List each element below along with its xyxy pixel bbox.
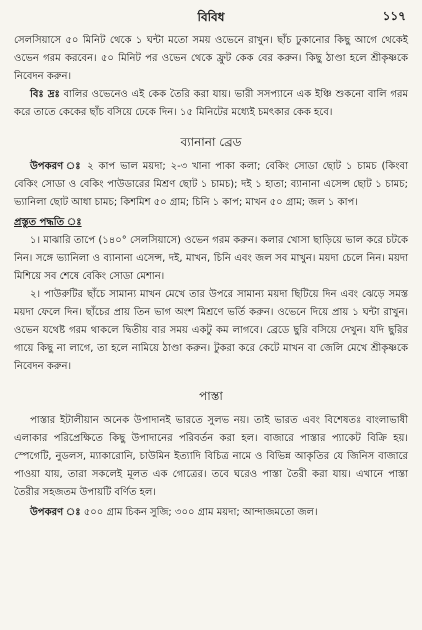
note-label: বিঃ দ্রঃ <box>30 89 60 100</box>
method-label-row <box>14 214 408 232</box>
pasta-title: পাস্তা <box>199 389 223 403</box>
note-text: বালির ওভেনেও এই কেক তৈরি করা যায়। ভারী সসপ্যানে এক ইঞ্চি শুকনো বালি গরম করে তাতে কেকের ছাঁচ বসিয়ে ঢেকে দিন। ১৫ মিনিটের মধ্যেই চমৎকার কেক হবে। <box>14 89 408 118</box>
fruit-cake-ending-paragraph: সেলসিয়াসে ৫০ মিনিট থেকে ১ ঘন্টা মতো সময় ওভেনে রাখুন। ছাঁচ ঢুকানোর কিছু আগে থেকেই ওভেন গরম করবেন। ৫০ মিনিট পর ওভেন থেকে ফ্রুট কেক বের করুন। কিছু ঠাণ্ডা হলে শ্রীকৃষ্ণকে নিবেদন করুন। <box>14 35 408 82</box>
pasta-ingredients <box>14 504 408 522</box>
chapter-title: বিবিধ <box>197 10 225 24</box>
pasta-intro: পাস্তার ইটালীয়ান অনেক উপাদানই ভারতে সুলভ নয়। তাই ভারত এবং বিশেষতঃ বাংলাভাষী এলাকার পরিপ্রেক্ষিতে কিছু উপাদানের পরিবর্তন করা হল। বাজারে পাস্তার প্যাকেট বিক্রি হয়। স্পেগেটি, নুডলস, ম্যাকারোনি, চাউমিন ইত্যাদি বিচিত্র নামে ও বিভিন্ন আকৃতির যে জিনিস বাজারে পাওয়া যায়, তারা সকলেই মূলত এক গোত্রের। তবে ঘরেও পাস্তা তৈরী করা যায়। এখানে পাস্তা তৈরীর সহজতম উপায়টি বর্ণিত হল। <box>14 415 408 498</box>
ingredients-label: উপকরণ ঃ <box>30 161 83 172</box>
method-label: প্রস্তুত পদ্ধতি ঃ <box>14 217 82 228</box>
page-header <box>14 6 408 32</box>
pasta-heading <box>14 386 408 406</box>
pasta-ingredients-label: উপকরণ ঃ <box>30 507 81 518</box>
banana-bread-heading <box>14 132 408 152</box>
banana-bread-title: ব্যানানা ব্রেড <box>180 135 242 149</box>
page-number: ১১৭ <box>382 9 406 23</box>
note-paragraph <box>14 86 408 122</box>
method-step-2: ২। পাউরুটির ছাঁচে সামান্য মাখন মেখে তার উপরে সামান্য ময়দা ছিটিয়ে দিন এবং ঝেড়ে সমস্ত ময়দা ফেলে দিন। ছাঁচের প্রায় তিন ভাগ অংশ মিশ্রণে ভর্তি করুন। ওভেনে দিয়ে প্রায় ১ ঘন্টা রাখুন। ওভেন যথেষ্ট গরম থাকলে দ্বিতীয় বার সময় একটু কম লাগবে। ব্রেডে ছুরি বসিয়ে দেখুন। যদি ছুরির গায়ে কিছু না লাগে, তা হলে নামিয়ে ঠাণ্ডা করুন। টুকরা করে কেটে মাখন বা জেলি মেখে শ্রীকৃষ্ণকে নিবেদন করুন। <box>14 289 408 372</box>
ingredients-text: ২ কাপ ভাল ময়দা; ২-৩ খানা পাকা কলা; বেকিং সোডা ছোট ১ চামচ (কিংবা বেকিং সোডা ও বেকিং পাউডারের মিশ্রণ ছোট ১ চামচ); দই ১ হাতা; ব্যানানা এসেন্স ছোট ১ চামচ; ভ্যানিলা ছোট আধা চামচ; কিশমিশ ৫০ গ্রাম; চিনি ১ কাপ; মাখন ৫০ গ্রাম; জল ১ কাপ। <box>14 161 408 208</box>
banana-bread-ingredients <box>14 158 408 212</box>
pasta-ingredients-text: ৫০০ গ্রাম চিকন সুজি; ৩০০ গ্রাম ময়দা; আন্দাজমতো জল। <box>83 507 318 518</box>
method-step-1: ১। মাঝারি তাপে (১৪০° সেলসিয়াসে) ওভেন গরম করুন। কলার খোসা ছাড়িয়ে ভাল করে চটকে নিন। সঙ্গে ভ্যানিলা ও ব্যানানা এসেন্স, দই, মাখন, চিনি এবং জল সব মাখুন। ময়দা চেলে নিন। ময়দা মিশিয়ে সব শেষে বেকিং সোডা মেশান। <box>14 235 408 282</box>
